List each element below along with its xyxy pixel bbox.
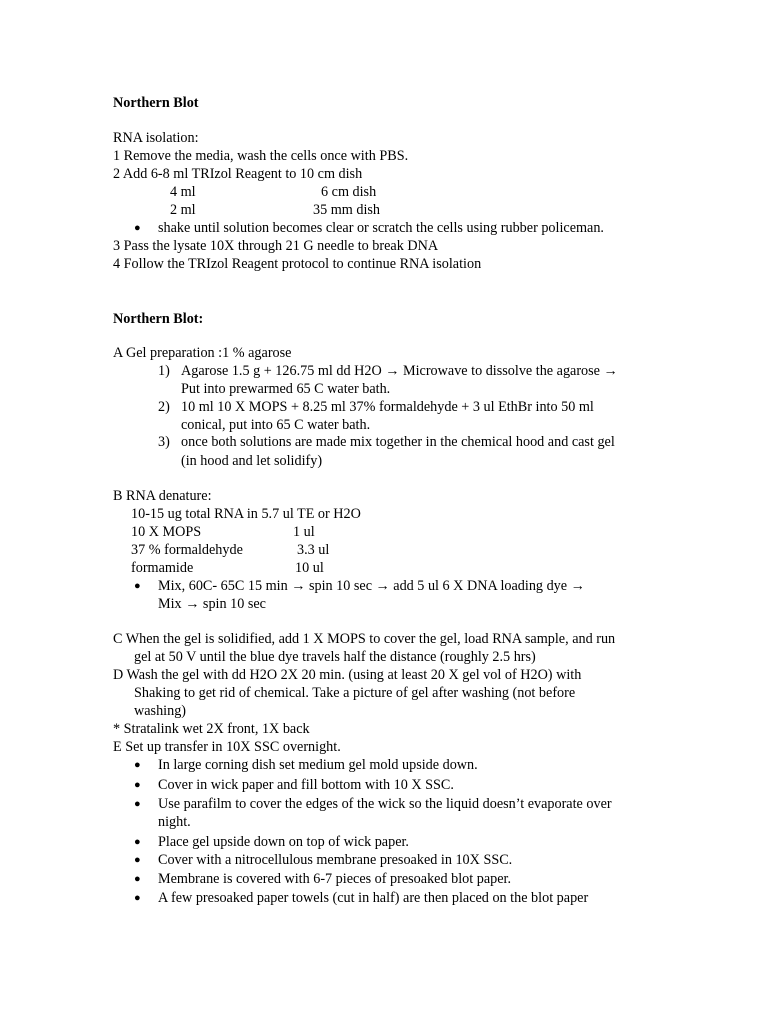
section-a-heading: A Gel preparation :1 % agarose (113, 345, 292, 361)
section-e-bullet-6: Membrane is covered with 6-7 pieces of presoaked blot paper. (158, 871, 511, 887)
rna-step-2: 2 Add 6-8 ml TRIzol Reagent to 10 cm dish (113, 166, 363, 182)
section-a-item-3-num: 3) (158, 434, 170, 450)
section-c-line-1: C When the gel is solidified, add 1 X MOPS to cover the gel, load RNA sample, and run (113, 631, 616, 647)
section-b-row-3-name: formamide (131, 560, 194, 576)
section-b-row-2-amount: 3.3 ul (297, 542, 330, 558)
rna-step-2-amount-2ml: 2 ml (170, 202, 196, 218)
section-a-item-1-num: 1) (158, 363, 170, 379)
section-d-line-2: Shaking to get rid of chemical. Take a picture of gel after washing (not before (134, 685, 576, 701)
rna-step-1: 1 Remove the media, wash the cells once with PBS. (113, 148, 409, 164)
title-northern-blot-2: Northern Blot: (113, 311, 204, 327)
bullet-icon: ● (134, 222, 141, 234)
bullet-icon: ● (134, 854, 141, 866)
section-b-heading: B RNA denature: (113, 488, 212, 504)
section-a-item-2-num: 2) (158, 399, 170, 415)
rna-step-2-dish-35mm: 35 mm dish (313, 202, 381, 218)
section-b-row-1-amount: 1 ul (293, 524, 315, 540)
section-a-item-1-line-2: Put into prewarmed 65 C water bath. (181, 381, 391, 397)
section-b-total-rna: 10-15 ug total RNA in 5.7 ul TE or H2O (131, 506, 361, 522)
rna-step-3: 3 Pass the lysate 10X through 21 G needle to break DNA (113, 238, 439, 254)
section-a-item-3-line-2: (in hood and let solidify) (181, 453, 323, 469)
section-d-line-1: D Wash the gel with dd H2O 2X 20 min. (using at least 20 X gel vol of H2O) with (113, 667, 582, 683)
section-b-row-1-name: 10 X MOPS (131, 524, 202, 540)
stratalink-note: * Stratalink wet 2X front, 1X back (113, 721, 310, 737)
rna-step-4: 4 Follow the TRIzol Reagent protocol to continue RNA isolation (113, 256, 482, 272)
rna-step-2-amount-4ml: 4 ml (170, 184, 196, 200)
bullet-icon: ● (134, 580, 141, 592)
section-b-bullet-line-1: Mix, 60C- 65C 15 min → spin 10 sec → add 5 ul 6 X DNA loading dye → (158, 578, 585, 594)
section-e-bullet-4: Place gel upside down on top of wick paper. (158, 834, 409, 850)
section-e-bullet-1: In large corning dish set medium gel mold upside down. (158, 757, 478, 773)
section-e-bullet-7: A few presoaked paper towels (cut in half) are then placed on the blot paper (158, 890, 589, 906)
bullet-icon: ● (134, 759, 141, 771)
bullet-icon: ● (134, 798, 141, 810)
section-e-heading: E Set up transfer in 10X SSC overnight. (113, 739, 341, 755)
section-a-item-2-line-2: conical, put into 65 C water bath. (181, 417, 371, 433)
bullet-icon: ● (134, 836, 141, 848)
section-e-bullet-5: Cover with a nitrocellulous membrane presoaked in 10X SSC. (158, 852, 513, 868)
section-a-item-3-line-1: once both solutions are made mix together in the chemical hood and cast gel (181, 434, 615, 450)
section-b-row-2-name: 37 % formaldehyde (131, 542, 243, 558)
section-e-bullet-3-line-2: night. (158, 814, 191, 830)
bullet-icon: ● (134, 892, 141, 904)
rna-isolation-heading: RNA isolation: (113, 130, 199, 146)
section-a-item-1-line-1: Agarose 1.5 g + 126.75 ml dd H2O → Microwave to dissolve the agarose → (181, 363, 618, 379)
bullet-icon: ● (134, 779, 141, 791)
section-b-row-3-amount: 10 ul (295, 560, 324, 576)
section-c-line-2: gel at 50 V until the blue dye travels half the distance (roughly 2.5 hrs) (134, 649, 536, 665)
section-b-bullet-line-2: Mix → spin 10 sec (158, 596, 266, 612)
section-a-item-2-line-1: 10 ml 10 X MOPS + 8.25 ml 37% formaldehyde + 3 ul EthBr into 50 ml (181, 399, 594, 415)
section-e-bullet-3-line-1: Use parafilm to cover the edges of the wick so the liquid doesn’t evaporate over (158, 796, 612, 812)
bullet-icon: ● (134, 873, 141, 885)
section-d-line-3: washing) (134, 703, 187, 719)
rna-bullet-shake: shake until solution becomes clear or scratch the cells using rubber policeman. (158, 220, 604, 236)
section-e-bullet-2: Cover in wick paper and fill bottom with 10 X SSC. (158, 777, 454, 793)
title-northern-blot: Northern Blot (113, 95, 199, 111)
rna-step-2-dish-6cm: 6 cm dish (321, 184, 377, 200)
